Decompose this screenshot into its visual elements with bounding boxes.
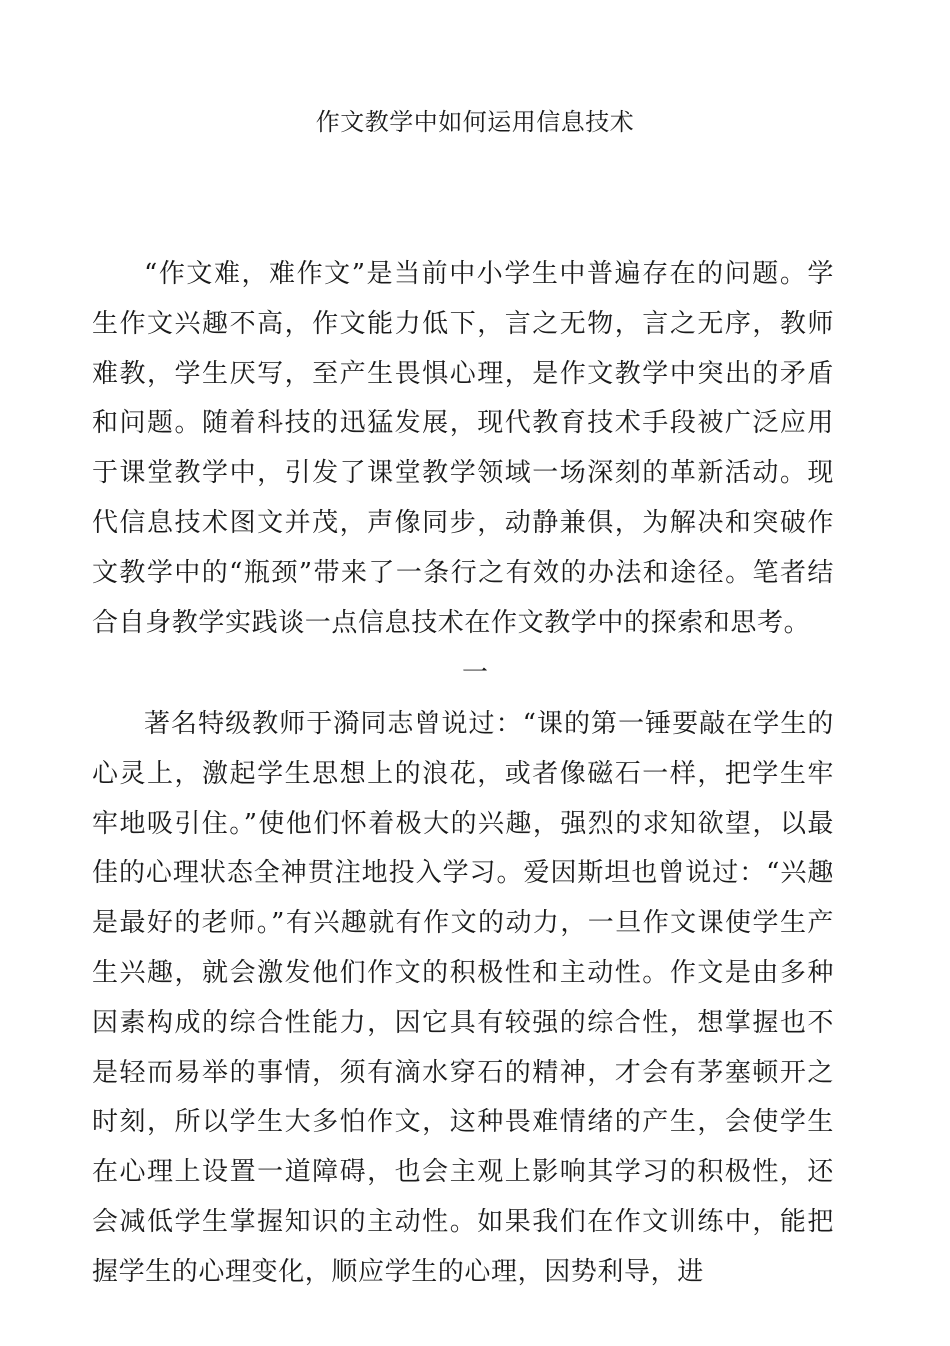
paragraph-intro bbox=[92, 250, 834, 648]
paragraph-section-one bbox=[92, 700, 834, 1298]
section-number: 一 bbox=[461, 658, 488, 688]
document-title: 作文教学中如何运用信息技术 bbox=[315, 108, 635, 136]
paragraph-text: “作文难，难作文”是当前中小学生中普遍存在的问题。学生作文兴趣不高，作文能力低下，言之无物，言之无序，教师难教，学生厌写，至产生畏惧心理，是作文教学中突出的矛盾和问题。随着科技的迅猛发展，现代教育技术手段被广泛应用于课堂教学中，引发了课堂教学领域一场深刻的革新活动。现代信息技术图文并茂，声像同步，动静兼俱，为解决和突破作文教学中的“瓶颈”带来了一条行之有效的办法和途径。笔者结合自身教学实践谈一点信息技术在作文教学中的探索和思考。 bbox=[92, 259, 834, 638]
paragraph-text: 著名特级教师于漪同志曾说过：“课的第一锤要敲在学生的心灵上，激起学生思想上的浪花，或者像磁石一样，把学生牢牢地吸引住。”使他们怀着极大的兴趣，强烈的求知欲望，以最佳的心理状态全神贯注地投入学习。爱因斯坦也曾说过：“兴趣是最好的老师。”有兴趣就有作文的动力，一旦作文课使学生产生兴趣，就会激发他们作文的积极性和主动性。作文是由多种因素构成的综合性能力，因它具有较强的综合性，想掌握也不是轻而易举的事情，须有滴水穿石的精神，才会有茅塞顿开之时刻，所以学生大多怕作文，这种畏难情绪的产生，会使学生在心理上设置一道障碍，也会主观上影响其学习的积极性，还会减低学生掌握知识的主动性。如果我们在作文训练中，能把握学生的心理变化，顺应学生的心理，因势利导，进 bbox=[92, 709, 834, 1287]
